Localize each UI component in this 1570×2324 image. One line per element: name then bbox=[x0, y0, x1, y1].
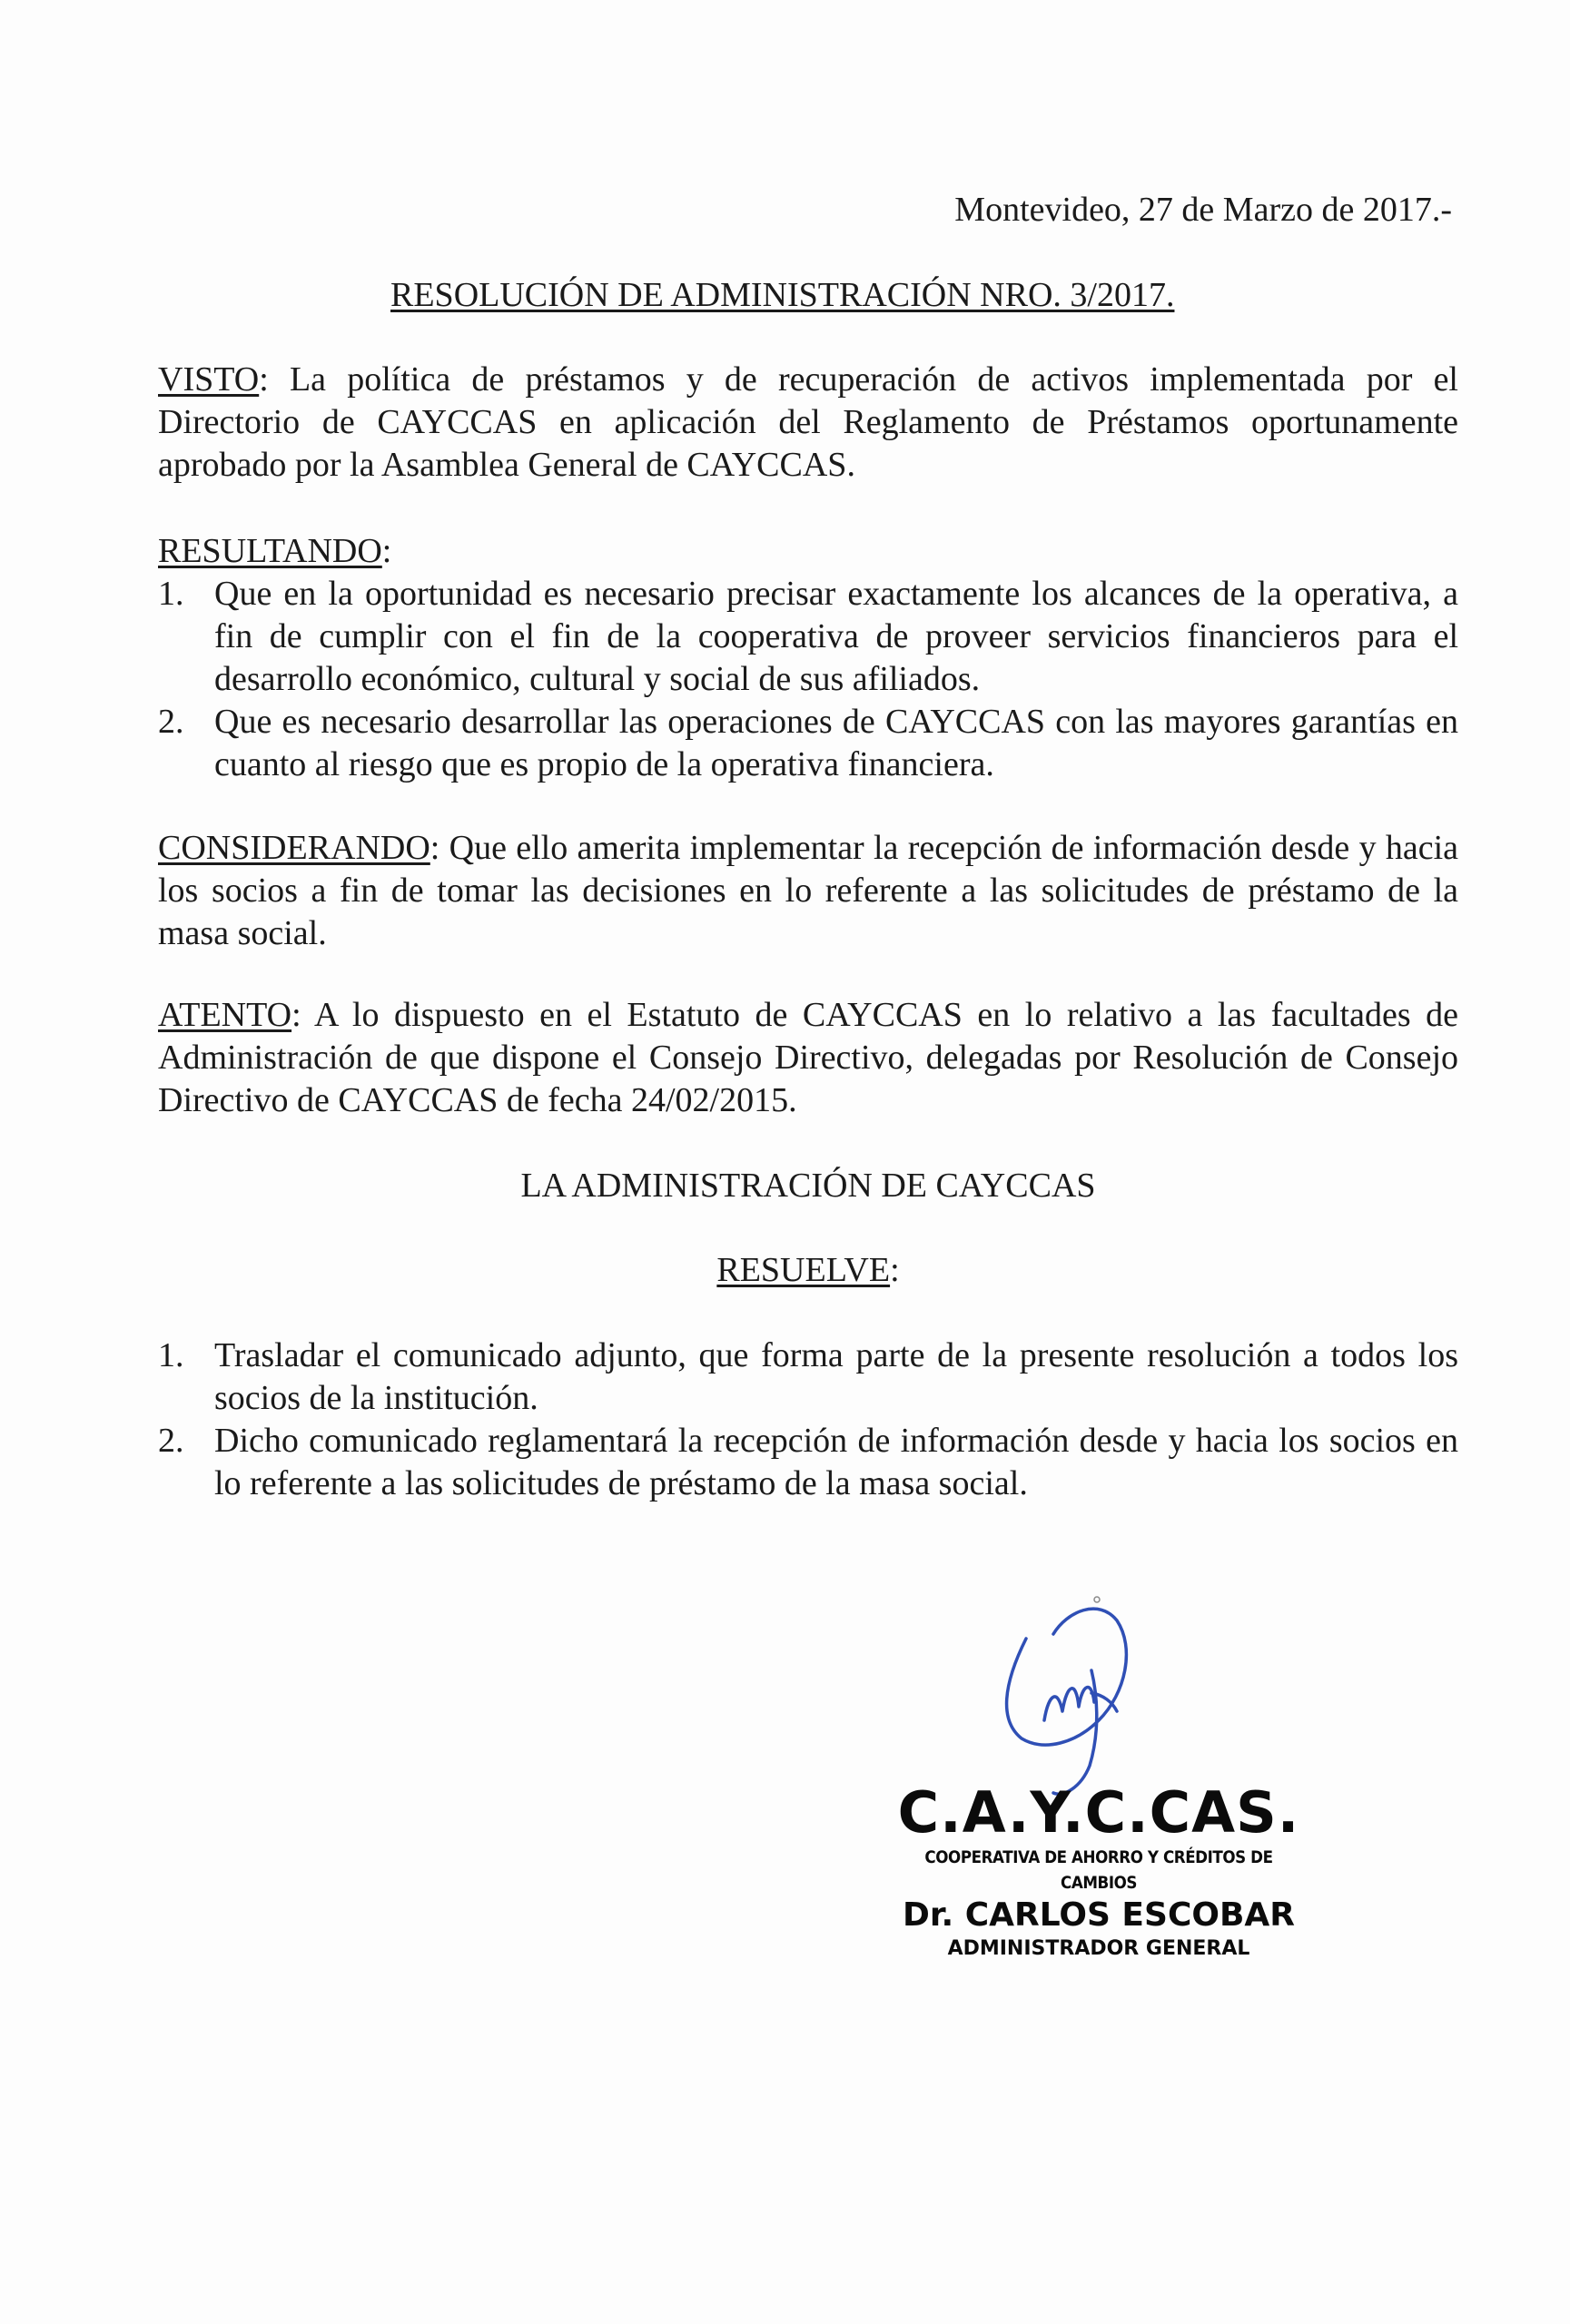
list-item bbox=[158, 573, 1458, 701]
considerando-label: CONSIDERANDO bbox=[158, 829, 430, 867]
stamp-name: Dr. CARLOS ESCOBAR bbox=[903, 1896, 1295, 1934]
resultando-suffix: : bbox=[381, 532, 392, 570]
resuelve-suffix: : bbox=[890, 1251, 900, 1289]
handwritten-signature bbox=[990, 1584, 1171, 1802]
atento-paragraph bbox=[158, 994, 1458, 1122]
list-item-number: 2. bbox=[158, 1422, 184, 1460]
resultando-list bbox=[158, 573, 1458, 786]
list-item-text: Trasladar el comunicado adjunto, que forma parte de la presente resolución a todos los socios de la institución. bbox=[214, 1336, 1458, 1417]
stamp-org: C.A.Y.C.CAS. bbox=[897, 1779, 1300, 1846]
administracion-heading: LA ADMINISTRACIÓN DE CAYCCAS bbox=[520, 1167, 1096, 1205]
atento-text: : A lo dispuesto en el Estatuto de CAYCCAS en lo relativo a las facultades de Administración de que dispone el Consejo Directivo, delegadas por Resolución de Consejo Directivo de CAYCCAS de fecha 24/02/2015. bbox=[158, 996, 1458, 1119]
list-item bbox=[158, 1334, 1458, 1420]
stamp-org-full: COOPERATIVA DE AHORRO Y CRÉDITOS DE CAMBIOS bbox=[924, 1847, 1273, 1893]
resuelve-label: RESUELVE bbox=[716, 1251, 891, 1289]
list-item bbox=[158, 1420, 1458, 1505]
list-item-text: Que en la oportunidad es necesario precisar exactamente los alcances de la operativa, a fin de cumplir con el fin de la cooperativa de proveer servicios financieros para el desarrollo económico, cultural y social de sus afiliados. bbox=[214, 575, 1458, 698]
resolution-title: RESOLUCIÓN DE ADMINISTRACIÓN NRO. 3/2017. bbox=[390, 276, 1175, 314]
considerando-text: : Que ello amerita implementar la recepción de información desde y hacia los socios a fin de tomar las decisiones en lo referente a las solicitudes de préstamo de la masa social. bbox=[158, 829, 1458, 952]
list-item-text: Dicho comunicado reglamentará la recepción de información desde y hacia los socios en lo referente a las solicitudes de préstamo de la masa social. bbox=[214, 1422, 1458, 1502]
resultando-label: RESULTANDO bbox=[158, 532, 382, 570]
list-item-text: Que es necesario desarrollar las operaciones de CAYCCAS con las mayores garantías en cuanto al riesgo que es propio de la operativa financiera. bbox=[214, 703, 1458, 783]
atento-label: ATENTO bbox=[158, 996, 292, 1034]
institution-stamp bbox=[872, 1781, 1326, 1963]
list-item-number: 2. bbox=[158, 703, 184, 741]
considerando-paragraph bbox=[158, 827, 1458, 955]
visto-label: VISTO bbox=[158, 360, 260, 399]
visto-text: : La política de préstamos y de recuperación de activos implementada por el Directorio de CAYCCAS en aplicación del Reglamento de Préstamos oportunamente aprobado por la Asamblea General de CAYCCAS. bbox=[158, 360, 1458, 484]
resultando-heading bbox=[158, 530, 1458, 573]
resuelve-heading bbox=[158, 1249, 1458, 1292]
list-item bbox=[158, 701, 1458, 786]
list-item-number: 1. bbox=[158, 1336, 184, 1374]
visto-paragraph bbox=[158, 359, 1458, 487]
date-line: Montevideo, 27 de Marzo de 2017.- bbox=[954, 191, 1452, 229]
stamp-role: ADMINISTRADOR GENERAL bbox=[947, 1937, 1250, 1960]
list-item-number: 1. bbox=[158, 575, 184, 613]
resuelve-list bbox=[158, 1334, 1458, 1505]
